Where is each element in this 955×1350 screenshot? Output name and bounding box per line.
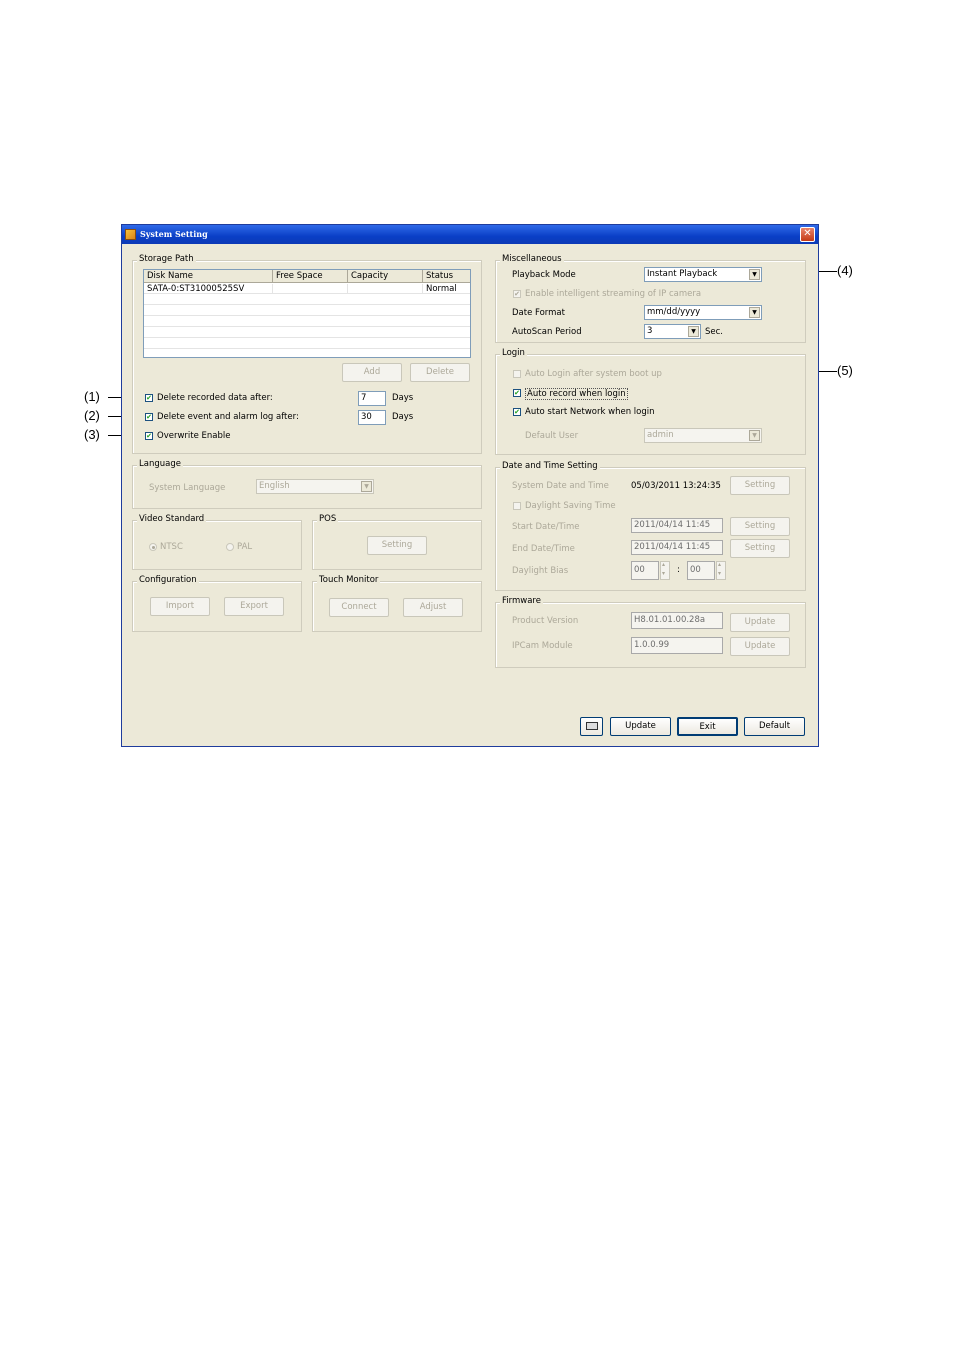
- window-title: System Setting: [140, 229, 208, 239]
- delete-event-days-input[interactable]: 30: [358, 410, 386, 425]
- playback-mode-label: Playback Mode: [512, 270, 576, 280]
- default-user-select[interactable]: [644, 428, 762, 443]
- playback-mode-value: Instant Playback: [647, 269, 718, 279]
- callout-5: (5): [837, 363, 853, 378]
- default-user-value: admin: [647, 430, 674, 440]
- system-setting-window: [121, 224, 819, 747]
- system-language-value: English: [259, 481, 290, 491]
- table-row[interactable]: [144, 317, 470, 327]
- exit-button[interactable]: Exit: [677, 717, 738, 736]
- pos-legend: POS: [319, 514, 337, 524]
- date-time-legend: Date and Time Setting: [502, 461, 598, 471]
- close-button[interactable]: [800, 227, 815, 242]
- storage-path-legend: Storage Path: [139, 254, 194, 264]
- col-status[interactable]: Status: [426, 271, 454, 281]
- product-version-label: Product Version: [512, 616, 579, 626]
- playback-mode-select[interactable]: [644, 267, 762, 282]
- delete-event-log-label: Delete event and alarm log after:: [157, 412, 299, 422]
- chevron-down-icon: ▼: [749, 269, 760, 280]
- daylight-saving-checkbox[interactable]: [513, 502, 521, 510]
- miscellaneous-legend: Miscellaneous: [502, 254, 562, 264]
- col-free-space[interactable]: Free Space: [273, 270, 348, 283]
- product-update-button[interactable]: Update: [730, 613, 790, 632]
- daylight-bias-label: Daylight Bias: [512, 566, 569, 576]
- touch-monitor-legend: Touch Monitor: [319, 575, 379, 585]
- daylight-bias-hours-input[interactable]: 00: [631, 561, 659, 580]
- keyboard-button[interactable]: [580, 717, 603, 736]
- chevron-down-icon: ▼: [749, 430, 760, 441]
- chevron-down-icon: ▼: [688, 326, 699, 337]
- auto-network-label: Auto start Network when login: [525, 407, 655, 417]
- system-language-select[interactable]: [256, 479, 374, 494]
- cell-disk-name: SATA-0:ST31000525SV: [144, 284, 273, 294]
- callout-1: (1): [84, 389, 100, 404]
- end-dt-setting-button[interactable]: Setting: [730, 539, 790, 558]
- configuration-legend: Configuration: [139, 575, 197, 585]
- connect-button[interactable]: Connect: [329, 598, 389, 617]
- sec-label: Sec.: [705, 327, 724, 337]
- delete-recorded-days-input[interactable]: 7: [358, 391, 386, 406]
- ipcam-update-button[interactable]: Update: [730, 637, 790, 656]
- days-label-2: Days: [392, 412, 414, 422]
- col-capacity[interactable]: Capacity: [348, 270, 423, 283]
- system-date-time-label: System Date and Time: [512, 481, 609, 491]
- system-date-time-value: 05/03/2011 13:24:35: [631, 481, 721, 491]
- bias-hours-spinner[interactable]: [660, 561, 670, 580]
- auto-login-label: Auto Login after system boot up: [525, 369, 662, 379]
- intelligent-streaming-label: Enable intelligent streaming of IP camera: [525, 289, 702, 299]
- system-language-label: System Language: [149, 483, 226, 493]
- cell-free-space: [273, 284, 348, 294]
- firmware-legend: Firmware: [502, 596, 541, 606]
- disk-table[interactable]: [143, 269, 471, 358]
- end-date-time-label: End Date/Time: [512, 544, 575, 554]
- product-version-field: H8.01.01.00.28a: [631, 612, 723, 629]
- auto-record-label: Auto record when login: [527, 389, 626, 399]
- delete-event-log-checkbox[interactable]: ✔: [146, 413, 152, 421]
- start-dt-setting-button[interactable]: Setting: [730, 517, 790, 536]
- app-icon: [125, 229, 136, 240]
- keyboard-icon: [586, 722, 598, 730]
- auto-login-checkbox[interactable]: [513, 370, 521, 378]
- close-icon: ✕: [803, 228, 812, 239]
- chevron-down-icon: ▼: [361, 481, 372, 492]
- intelligent-streaming-checkbox[interactable]: ✔: [514, 290, 520, 298]
- add-button[interactable]: Add: [342, 363, 402, 382]
- ipcam-module-field: 1.0.0.99: [631, 637, 723, 654]
- default-user-label: Default User: [525, 431, 579, 441]
- system-dt-setting-button[interactable]: Setting: [730, 476, 790, 495]
- adjust-button[interactable]: Adjust: [403, 598, 463, 617]
- login-legend: Login: [502, 348, 525, 358]
- autoscan-period-value: 3: [647, 326, 653, 336]
- disk-table-header: [144, 270, 470, 283]
- table-row[interactable]: [144, 284, 470, 294]
- autoscan-period-select[interactable]: [644, 324, 701, 339]
- video-standard-group: [132, 514, 302, 570]
- callout-2: (2): [84, 408, 100, 423]
- video-standard-legend: Video Standard: [139, 514, 205, 524]
- autoscan-period-label: AutoScan Period: [512, 327, 582, 337]
- pos-setting-button[interactable]: Setting: [367, 536, 427, 555]
- bias-colon: :: [677, 565, 680, 575]
- chevron-down-icon: ▼: [749, 307, 760, 318]
- default-button[interactable]: Default: [744, 717, 805, 736]
- overwrite-enable-checkbox[interactable]: ✔: [146, 432, 152, 440]
- date-format-label: Date Format: [512, 308, 565, 318]
- delete-recorded-label: Delete recorded data after:: [157, 393, 273, 403]
- callout-3: (3): [84, 427, 100, 442]
- cell-status: Normal: [426, 284, 457, 294]
- start-date-time-input[interactable]: 2011/04/14 11:45: [631, 518, 723, 533]
- table-row[interactable]: [144, 295, 470, 305]
- days-label-1: Days: [392, 393, 414, 403]
- auto-network-checkbox[interactable]: ✔: [514, 408, 520, 416]
- import-button[interactable]: Import: [150, 597, 210, 616]
- date-format-select[interactable]: [644, 305, 762, 320]
- start-date-time-label: Start Date/Time: [512, 522, 580, 532]
- auto-record-checkbox[interactable]: ✔: [514, 389, 520, 397]
- title-bar[interactable]: [122, 225, 818, 244]
- daylight-saving-label: Daylight Saving Time: [525, 501, 616, 511]
- table-row[interactable]: [144, 339, 470, 349]
- pal-radio[interactable]: [226, 543, 234, 551]
- daylight-bias-minutes-input[interactable]: 00: [687, 561, 715, 580]
- export-button[interactable]: Export: [224, 597, 284, 616]
- table-row[interactable]: [144, 306, 470, 316]
- ntsc-radio[interactable]: [149, 543, 157, 551]
- delete-recorded-checkbox[interactable]: ✔: [146, 394, 152, 402]
- table-row[interactable]: [144, 328, 470, 338]
- cell-capacity: [348, 284, 423, 294]
- ipcam-module-label: IPCam Module: [512, 641, 573, 651]
- col-disk-name[interactable]: Disk Name: [144, 270, 273, 283]
- ntsc-label: NTSC: [160, 542, 183, 552]
- pal-label: PAL: [237, 542, 253, 552]
- language-legend: Language: [139, 459, 181, 469]
- end-date-time-input[interactable]: 2011/04/14 11:45: [631, 540, 723, 555]
- callout-4: (4): [837, 263, 853, 278]
- overwrite-enable-label: Overwrite Enable: [157, 431, 231, 441]
- bias-minutes-spinner[interactable]: [716, 561, 726, 580]
- update-button[interactable]: Update: [610, 717, 671, 736]
- delete-button[interactable]: Delete: [410, 363, 470, 382]
- date-format-value: mm/dd/yyyy: [647, 307, 701, 317]
